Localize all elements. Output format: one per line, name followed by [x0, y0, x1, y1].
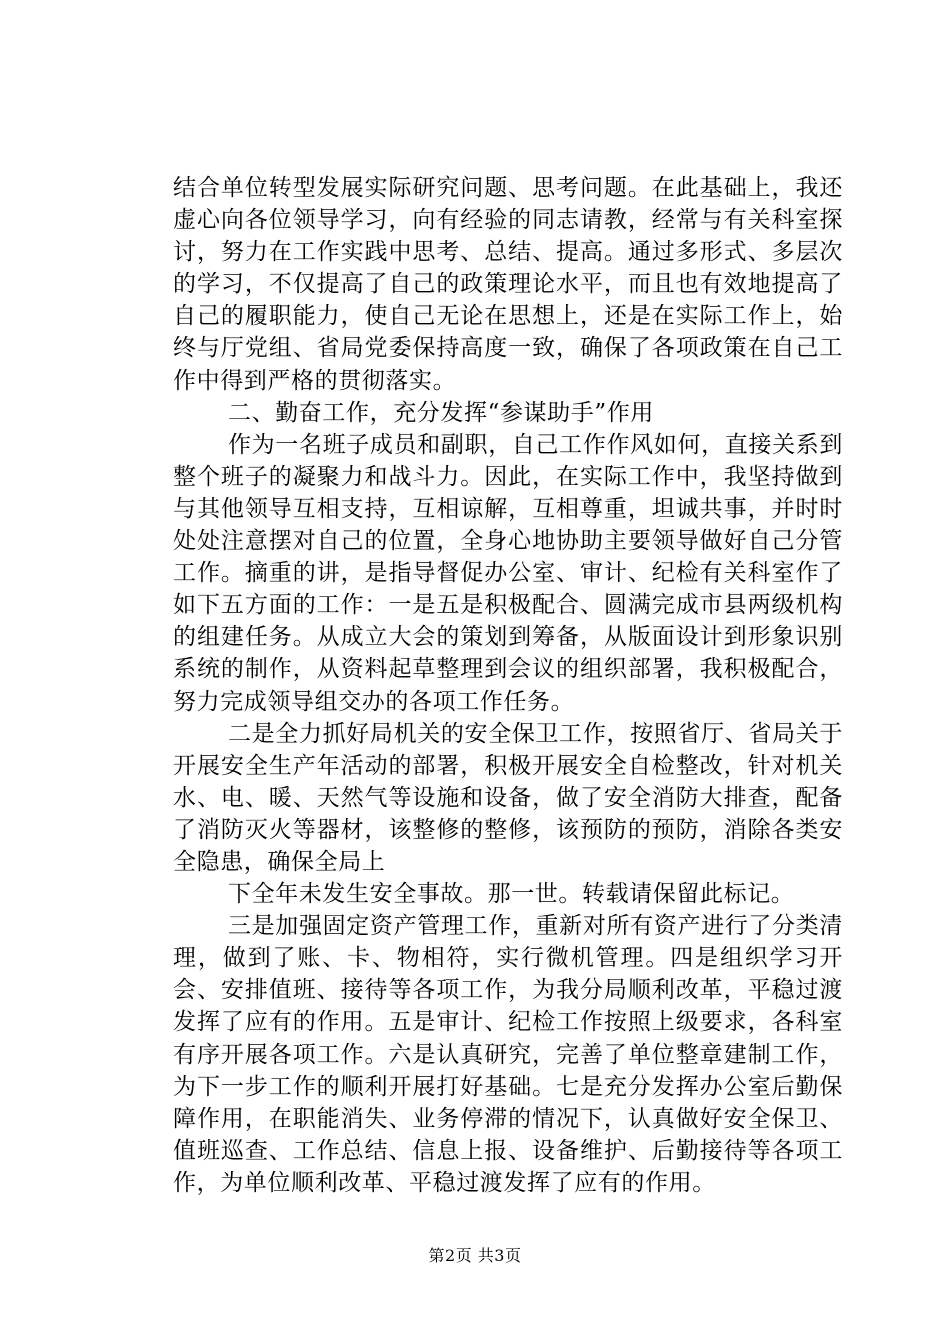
- paragraph-1: 结合单位转型发展实际研究问题、思考问题。在此基础上，我还虚心向各位领导学习，向有经验的同志请教，经常与有关科室探讨，努力在工作实践中思考、总结、提高。通过多形式、多层次的学习，不仅提高了自己的政策理论水平，而且也有效地提高了自己的履职能力，使自己无论在思想上，还是在实际工作上，始终与厅党组、省局党委保持高度一致，确保了各项政策在自己工作中得到严格的贯彻落实。: [173, 175, 843, 394]
- paragraph-3: 二是全力抓好局机关的安全保卫工作，按照省厅、省局关于开展安全生产年活动的部署，积极开展安全自检整改，针对机关水、电、暖、天然气等设施和设备，做了安全消防大排查，配备了消防灭火等器材，该整修的整修，该预防的预防，消除各类安全隐患，确保全局上: [173, 720, 843, 875]
- paragraph-2: 作为一名班子成员和副职，自己工作作风如何，直接关系到整个班子的凝聚力和战斗力。因此，在实际工作中，我坚持做到与其他领导互相支持，互相谅解，互相尊重，坦诚共事，并时时处处注意摆对自己的位置，全身心地协助主要领导做好自己分管工作。摘重的讲，是指导督促办公室、审计、纪检有关科室作了如下五方面的工作：一是五是积极配合、圆满完成市县两级机构的组建任务。从成立大会的策划到筹备，从版面设计到形象识别系统的制作，从资料起草整理到会议的组织部署，我积极配合，努力完成领导组交办的各项工作任务。: [173, 431, 843, 715]
- document-body: [173, 172, 843, 1199]
- section-heading: 二、勤奋工作，充分发挥“参谋助手”作用: [228, 399, 654, 426]
- page-footer: [0, 1243, 950, 1266]
- page-number: 第2页 共3页: [428, 1246, 522, 1265]
- paragraph-5: 三是加强固定资产管理工作，重新对所有资产进行了分类清理，做到了账、卡、物相符，实行微机管理。四是组织学习开会、安排值班、接待等各项工作，为我分局顺利改革，平稳过渡发挥了应有的作用。五是审计、纪检工作按照上级要求，各科室有序开展各项工作。六是认真研究，完善了单位整章建制工作，为下一步工作的顺利开展打好基础。七是充分发挥办公室后勤保障作用，在职能消失、业务停滞的情况下，认真做好安全保卫、值班巡查、工作总结、信息上报、设备维护、后勤接待等各项工作，为单位顺利改革、平稳过渡发挥了应有的作用。: [173, 913, 843, 1196]
- paragraph-4: 下全年未发生安全事故。那一世。转载请保留此标记。: [228, 881, 795, 908]
